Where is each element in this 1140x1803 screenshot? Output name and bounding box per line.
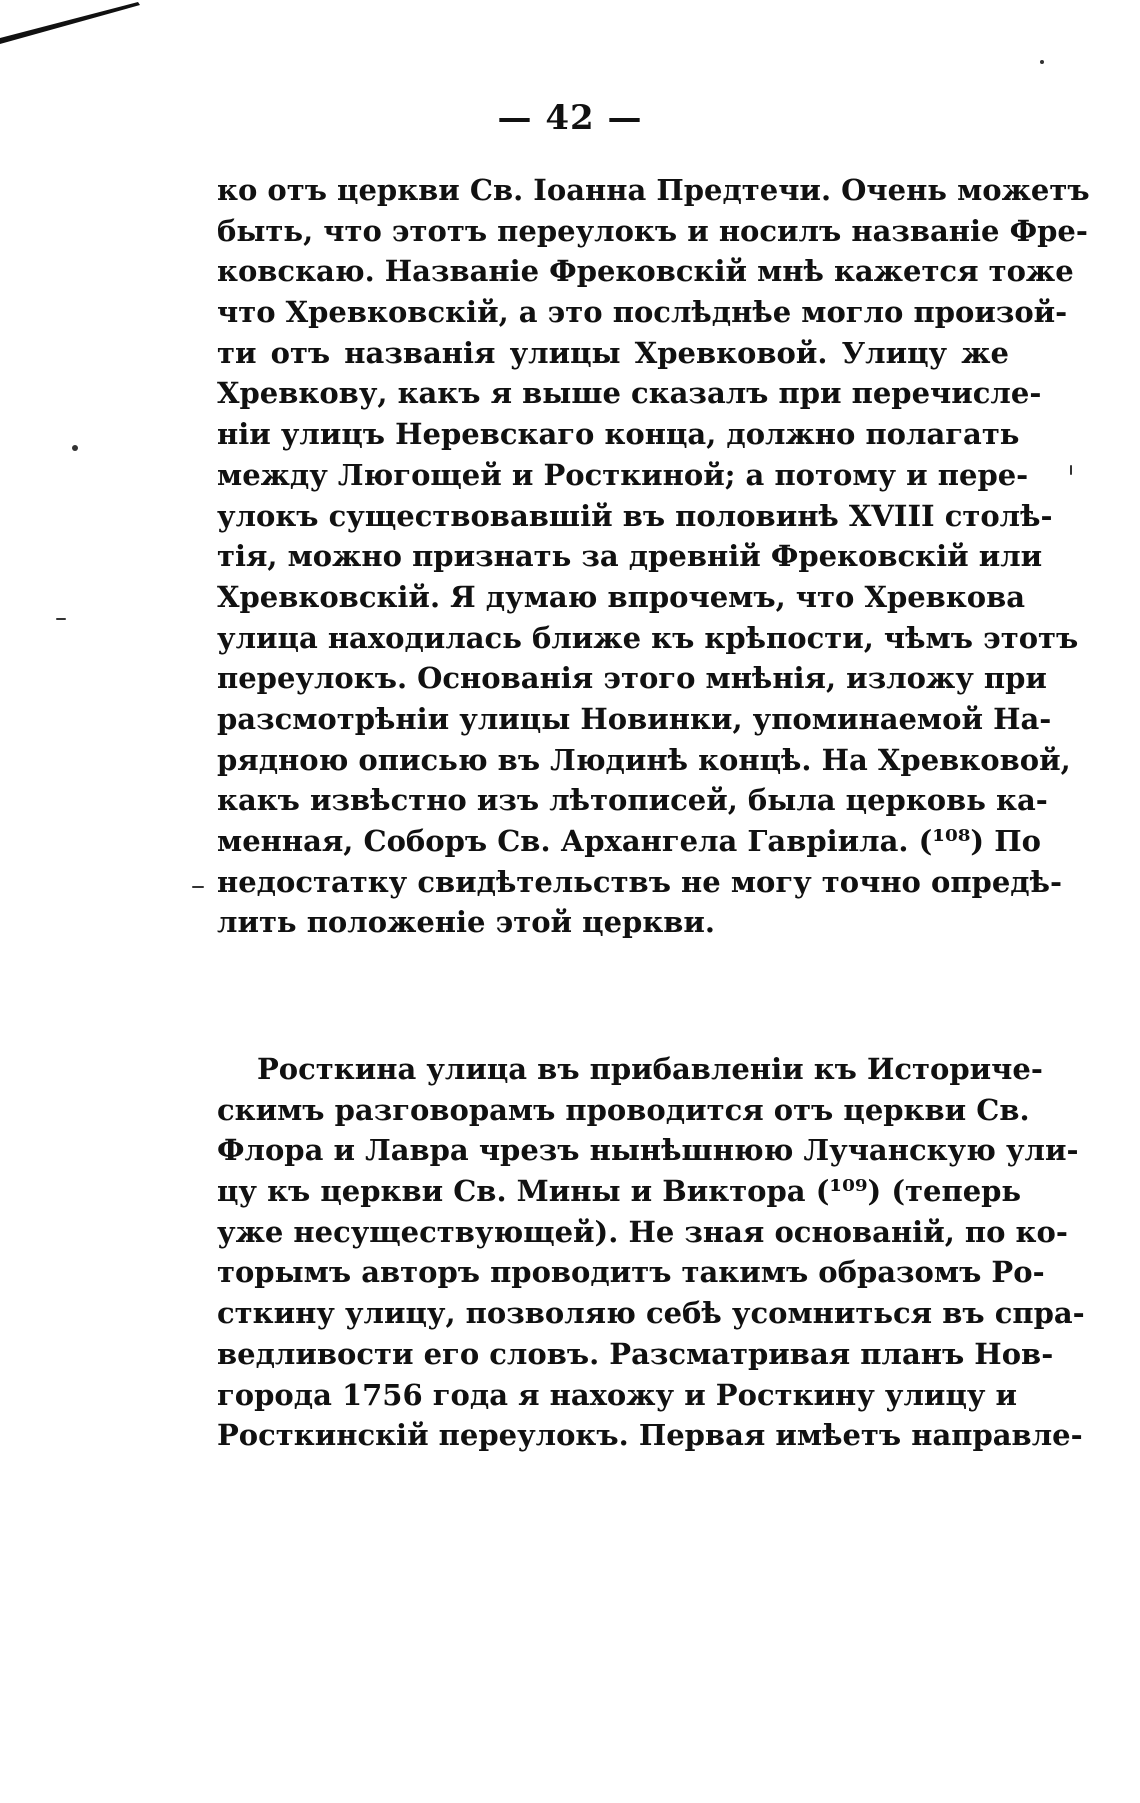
- text-line: менная, Соборъ Св. Архангела Гавріила. (¹⁰⁸) По: [217, 824, 1041, 858]
- text-line: ти отъ названія улицы Хревковой. Улицу же: [217, 335, 1009, 370]
- text-line: улокъ существовавшій въ половинѣ XVIII столѣ-: [217, 498, 1053, 533]
- scan-speck: [192, 886, 204, 888]
- scan-speck: [56, 618, 66, 620]
- scan-speck: [72, 445, 78, 451]
- text-line: разсмотрѣніи улицы Новинки, упоминаемой На-: [217, 701, 1052, 736]
- scan-speck: [1070, 465, 1072, 475]
- text-line: Хревковскій. Я думаю впрочемъ, что Хревкова: [217, 579, 1026, 614]
- text-line: уже несуществующей). Не зная основаній, по ко-: [217, 1214, 1068, 1249]
- text-line: какъ извѣстно изъ лѣтописей, была церковь ка-: [217, 783, 1048, 818]
- text-line: Флора и Лавра чрезъ нынѣшнюю Лучанскую ули-: [217, 1133, 1079, 1168]
- text-line: тія, можно признать за древній Фрековскій или: [217, 539, 1043, 574]
- scan-speck: [1040, 60, 1044, 64]
- text-line: лить положеніе этой церкви.: [217, 905, 716, 940]
- paragraph: [217, 170, 1090, 943]
- text-line: ніи улицъ Неревскаго конца, должно полагать: [217, 417, 1020, 452]
- text-line: ко отъ церкви Св. Іоанна Предтечи. Очень можетъ: [217, 173, 1090, 207]
- text-line: Росткинскій переулокъ. Первая имѣетъ направле-: [217, 1418, 1083, 1453]
- text-line: между Люгощей и Росткиной; а потому и пере-: [217, 457, 1029, 492]
- text-line: торымъ авторъ проводитъ такимъ образомъ Ро-: [217, 1255, 1045, 1290]
- scan-edge-mark: [0, 0, 140, 60]
- text-line: ведливости его словъ. Разсматривая планъ Нов-: [217, 1336, 1054, 1371]
- text-line: быть, что этотъ переулокъ и носилъ названіе Фре-: [217, 213, 1088, 248]
- text-line: Хревкову, какъ я выше сказалъ при перечисле-: [217, 376, 1042, 411]
- paragraph: [217, 1049, 1085, 1456]
- text-line: цу къ церкви Св. Мины и Виктора (¹⁰⁹) (теперь: [217, 1174, 1022, 1209]
- text-line: что Хревковскій, а это послѣднѣе могло произой-: [217, 295, 1068, 330]
- text-line: скимъ разговорамъ проводится отъ церкви Св.: [217, 1092, 1030, 1127]
- text-line: улица находилась ближе къ крѣпости, чѣмъ этотъ: [217, 620, 1079, 655]
- text-line: недостатку свидѣтельствъ не могу точно опредѣ-: [217, 864, 1063, 899]
- text-line: переулокъ. Основанія этого мнѣнія, изложу при: [217, 661, 1047, 696]
- text-line: ковскаю. Названіе Фрековскій мнѣ кажется тоже: [217, 254, 1074, 289]
- text-line: Росткина улица въ прибавленіи къ Историче-: [257, 1052, 1043, 1086]
- text-line: города 1756 года я нахожу и Росткину улицу и: [217, 1377, 1018, 1412]
- text-line: рядною описью въ Людинѣ концѣ. На Хревковой,: [217, 742, 1071, 777]
- page-number: — 42 —: [497, 98, 643, 138]
- text-line: сткину улицу, позволяю себѣ усомниться въ спра-: [217, 1296, 1085, 1331]
